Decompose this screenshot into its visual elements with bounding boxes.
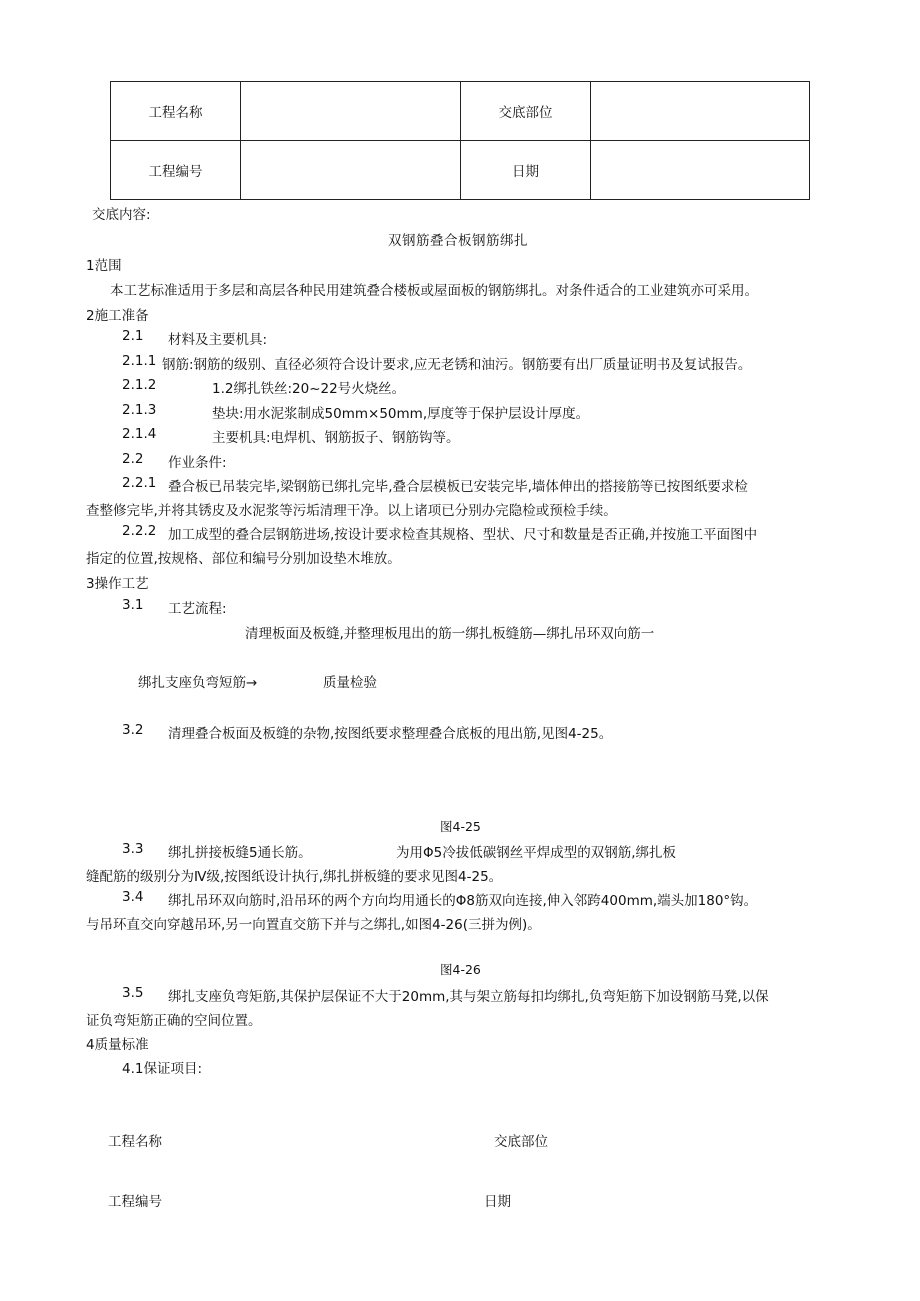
process-flow-line1: 清理板面及板缝,并整理板甩出的筋一绑扎板缝筋—绑扎吊环双向筋一 <box>245 626 655 642</box>
clause-2-1-3-text: 垫块:用水泥浆制成50mm×50mm,厚度等于保护层设计厚度。 <box>212 406 590 422</box>
clause-4-1-text: 4.1保证项目: <box>122 1061 203 1077</box>
clause-2-1-3-num: 2.1.3 <box>122 402 157 418</box>
clause-2-2-2-line2: 指定的位置,按规格、部位和编号分别加设垫木堆放。 <box>86 551 401 567</box>
handover-part-label: 交底部位 <box>461 82 591 141</box>
clause-3-5-num: 3.5 <box>122 985 144 1001</box>
footer-date-label: 日期 <box>484 1194 511 1210</box>
clause-3-3-num: 3.3 <box>122 841 144 857</box>
clause-2-1-1-num: 2.1.1 <box>122 353 157 369</box>
clause-3-5-line2: 证负弯矩筋正确的空间位置。 <box>86 1013 262 1029</box>
handover-part-value[interactable] <box>591 82 810 141</box>
date-label: 日期 <box>461 141 591 200</box>
header-info-table <box>110 81 810 200</box>
clause-3-4-line2: 与吊环直交向穿越吊环,另一向置直交筋下并与之绑扎,如图4-26(三拼为例)。 <box>86 917 541 933</box>
clause-3-3-line2: 缝配筋的级别分为Ⅳ级,按图纸设计执行,绑扎拼板缝的要求见图4-25。 <box>86 869 503 885</box>
clause-2-2-num: 2.2 <box>122 451 144 467</box>
clause-2-1-4-text: 主要机具:电焊机、钢筋扳子、钢筋钩等。 <box>212 430 460 446</box>
header-row-2 <box>111 141 810 200</box>
clause-3-2-num: 3.2 <box>122 722 144 738</box>
clause-2-2-2-line1: 加工成型的叠合层钢筋进场,按设计要求检查其规格、型状、尺寸和数量是否正确,并按施工平面图中 <box>168 527 758 543</box>
clause-2-1-4-num: 2.1.4 <box>122 426 157 442</box>
clause-2-1-2-num: 2.1.2 <box>122 377 157 393</box>
clause-3-3-text-b: 为用Φ5冷拔低碳钢丝平焊成型的双钢筋,绑扎板 <box>396 845 677 861</box>
clause-2-1-1-text: 钢筋:钢筋的级别、直径必须符合设计要求,应无老锈和油污。钢筋要有出厂质量证明书及复试报告。 <box>162 357 752 373</box>
clause-3-2-text: 清理叠合板面及板缝的杂物,按图纸要求整理叠合底板的甩出筋,见图4-25。 <box>168 726 613 742</box>
clause-3-5-line1: 绑扎支座负弯矩筋,其保护层保证不大于20mm,其与架立筋每扣均绑扎,负弯矩筋下加设钢筋马凳,以保 <box>168 989 769 1005</box>
clause-2-2-text: 作业条件: <box>168 455 227 471</box>
header-row-1 <box>111 82 810 141</box>
clause-3-1-num: 3.1 <box>122 597 144 613</box>
section-4-title: 4质量标准 <box>86 1037 149 1053</box>
section-1-title: 1范围 <box>86 258 122 274</box>
clause-2-2-1-line2: 查整修完毕,并将其锈皮及水泥浆等污垢清理干净。以上诸项已分别办完隐检或预检手续。 <box>86 503 617 519</box>
clause-3-4-line1: 绑扎吊环双向筋时,沿吊环的两个方向均用通长的Φ8筋双向连接,伸入邻跨400mm,端头加180°钩。 <box>168 893 758 909</box>
section-3-title: 3操作工艺 <box>86 576 149 592</box>
project-no-label: 工程编号 <box>111 141 241 200</box>
handover-content-label: 交底内容: <box>92 207 151 223</box>
document-title: 双钢筋叠合板钢筋绑扎 <box>388 233 528 249</box>
clause-3-3-text-a: 绑扎拼接板缝5通长筋。 <box>168 845 312 861</box>
clause-2-1-num: 2.1 <box>122 328 144 344</box>
section-1-paragraph: 本工艺标准适用于多层和高层各种民用建筑叠合楼板或屋面板的钢筋绑扎。对条件适合的工业建筑亦可采用。 <box>110 283 758 299</box>
clause-3-4-num: 3.4 <box>122 889 144 905</box>
clause-2-2-1-num: 2.2.1 <box>122 475 157 491</box>
project-name-label: 工程名称 <box>111 82 241 141</box>
footer-handover-part-label: 交底部位 <box>494 1134 548 1150</box>
clause-2-1-2-text: 1.2绑扎铁丝:20~22号火烧丝。 <box>212 381 406 397</box>
project-name-value[interactable] <box>241 82 461 141</box>
date-value[interactable] <box>591 141 810 200</box>
figure-4-26-caption: 图4-26 <box>440 962 481 977</box>
clause-3-1-text: 工艺流程: <box>168 601 227 617</box>
project-no-value[interactable] <box>241 141 461 200</box>
process-flow-line2a: 绑扎支座负弯短筋→ <box>138 675 258 691</box>
clause-2-2-1-line1: 叠合板已吊装完毕,梁钢筋已绑扎完毕,叠合层模板已安装完毕,墙体伸出的搭接筋等已按图纸要求检 <box>168 479 748 495</box>
figure-4-25-caption: 图4-25 <box>440 819 481 834</box>
section-2-title: 2施工准备 <box>86 308 149 324</box>
clause-2-2-2-num: 2.2.2 <box>122 523 157 539</box>
footer-project-name-label: 工程名称 <box>108 1134 162 1150</box>
process-flow-line2b: 质量检验 <box>323 675 377 691</box>
footer-project-no-label: 工程编号 <box>108 1194 162 1210</box>
clause-2-1-text: 材料及主要机具: <box>168 332 268 348</box>
